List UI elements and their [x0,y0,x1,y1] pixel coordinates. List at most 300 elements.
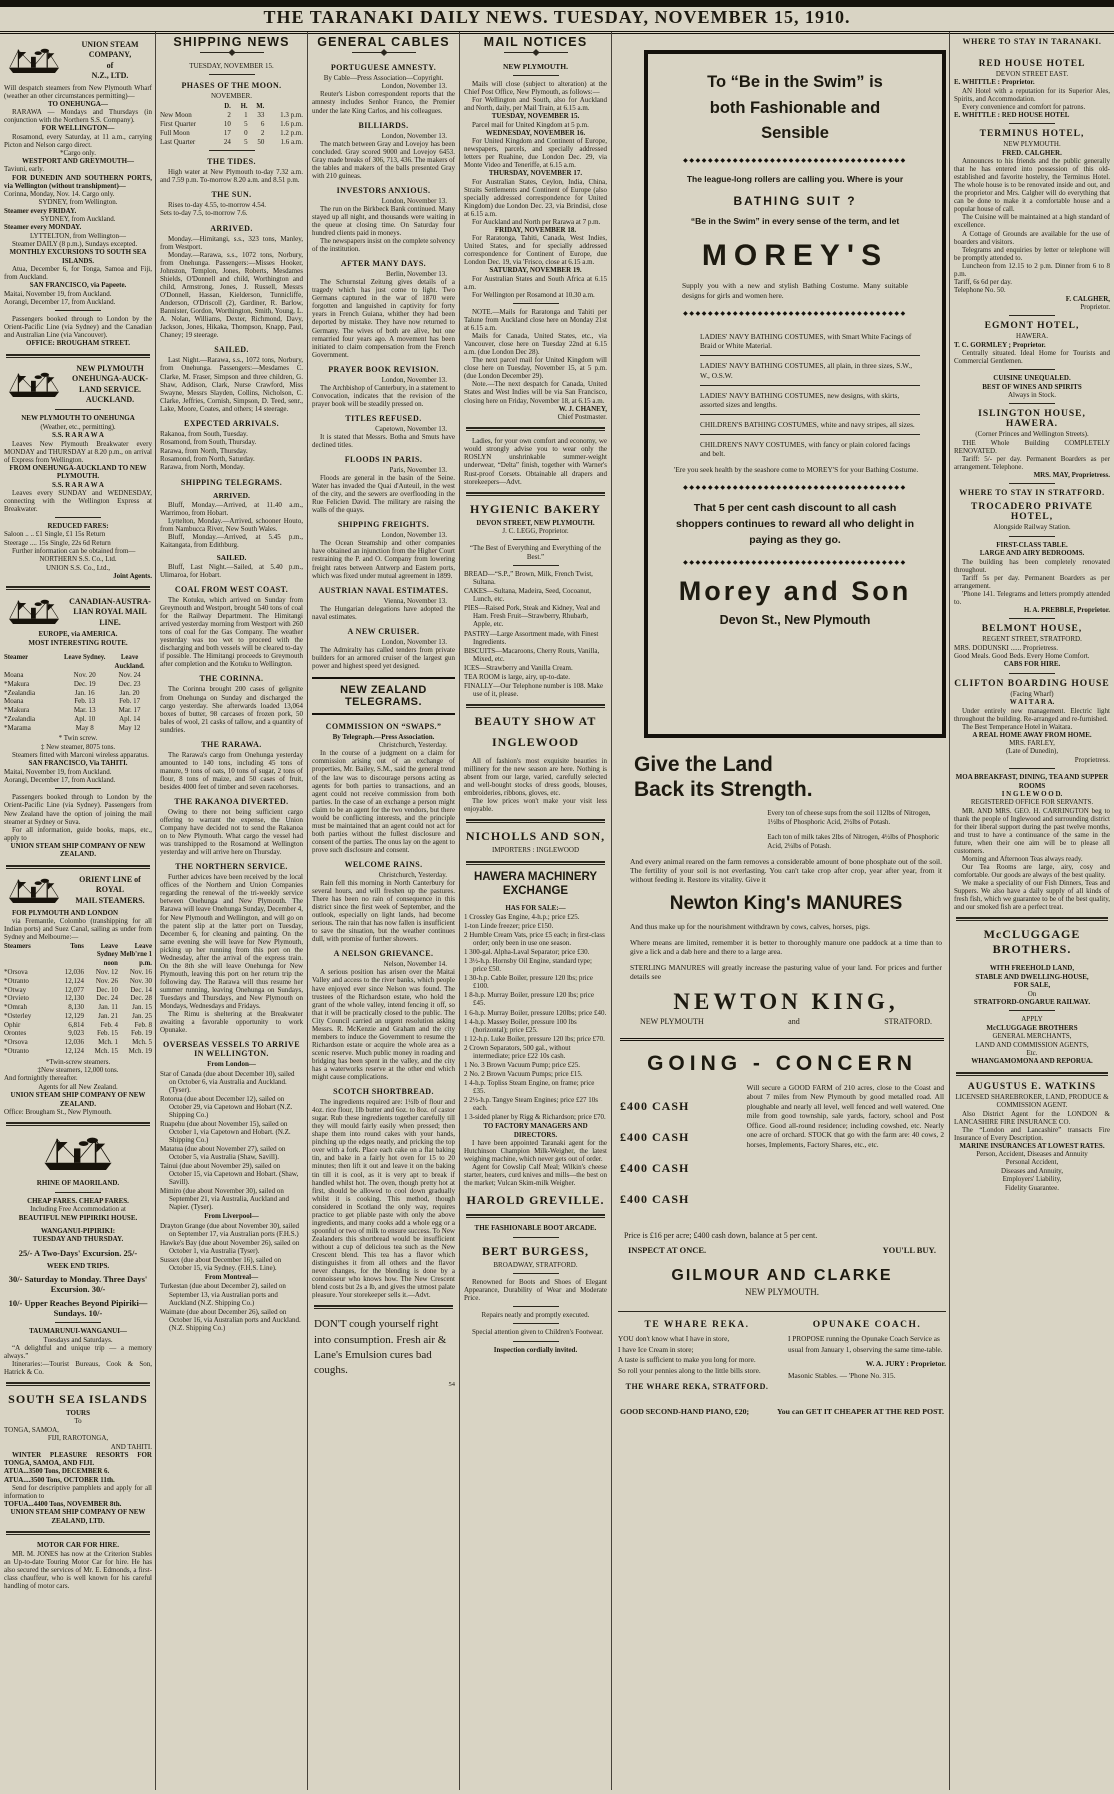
text-line: * Twin screw. [58,734,98,743]
text-line: TUESDAY, NOVEMBER 15. [189,62,274,70]
orient-line-header [4,875,152,907]
cell-melbourne: Dec. 14 [130,985,152,994]
ad-headline: Back its Strength. [634,778,813,802]
header-cell: Steamers [4,942,31,950]
text-line: TOURS [66,1409,90,1418]
text-line: CABS FOR HIRE. [1003,660,1061,669]
text-line: Tariff: 5/- per day. Permanent Boarders as per arrangement. Telephone. [954,454,1110,471]
ad-copy: The league-long rollers are calling you. Where is your [686,173,904,184]
text-line: WESTPORT AND GREYMOUTH— [21,157,135,166]
cell-time: 1.6 a.m. [280,137,303,146]
text-line: 1 3½-h.p. Hornsby Oil Engine, standard type; price £50. [464,957,592,974]
cell-phase: New Moon [160,111,192,120]
text-line: STABLE AND DWELLING-HOUSE, [975,972,1089,981]
cell-steamer: *Zealandia [4,714,36,723]
costume-item: CHILDREN'S BATHING COSTUMES, white and navy stripes, all sizes. [700,414,920,434]
text-line: TITLES REFUSED. [345,413,422,423]
title-line: UNION STEAM [81,40,139,49]
cell-sydney: Feb. 15 [96,1029,118,1038]
text-line: The newspapers insist on the complete solvency of the institution. [312,237,455,254]
text-line: FIRST-CLASS TABLE. [996,540,1068,549]
text-line: The Corinna brought 200 cases of gelignite from Onehunga on Sunday and discharged the cargo yesterday. She afterwards loaded 13,064 boxes of butter, 98 carcases of frozen pork, 50 bales of wool, 21 casks of tallow, and a quantity of sundries. [160,685,303,734]
text-line [4,647,152,652]
text-line: From Montreal— [204,1273,259,1282]
text-line: UNION S.S. Co., Ltd., [46,563,110,572]
column-rule [949,32,950,1790]
text-line: CHEAP FARES. CHEAP FARES. [27,1196,129,1205]
text-line [1009,369,1055,370]
text-line [504,52,568,57]
costume-item: LADIES' NAVY BATHING COSTUMES, new designs, with skirts, assorted sizes and lengths. [700,385,920,414]
ornament-row: ◆◆◆◆◆◆◆◆◆◆◆◆◆◆◆◆◆◆◆◆◆◆◆◆◆◆◆◆◆◆◆◆◆◆◆◆ [683,485,907,492]
text-line: 2 No. 2 Brown Vacuum Pumps; price £15. [464,1069,583,1078]
cell-phase: First Quarter [160,120,196,129]
text-line: Steamer DAILY (8 p.m.), Sundays excepted. [12,240,138,249]
text-line: Send for descriptive pamphlets and apply for all information to [4,1483,152,1500]
opunake-coach-ad [788,1320,946,1391]
table-row [4,986,152,995]
table-row [4,1047,152,1056]
text-line: PHASES OF THE MOON. [181,81,282,91]
text-line [1009,1010,1055,1011]
text-line: Leaves New Plymouth Breakwater every MONDAY and THURSDAY at 8.20 p.m., on arrival of Express from Wellington. [4,439,152,464]
verse [618,1334,776,1376]
text-line: TO ONEHUNGA— [48,99,108,108]
text-line: FROM ONEHUNGA-AUCKLAND TO NEW PLYMOUTH. [9,463,147,481]
text-line: I N G L E W O O D. [1001,790,1063,799]
text-line: SHIPPING TELEGRAMS. [180,477,283,487]
text-line: REGENT STREET, STRATFORD. [982,635,1082,644]
cell-steamer: Ophir [4,1020,21,1029]
text-line: Hawke's Bay (due about November 26), sailed on October 1, via Australia (Tyser). [160,1238,300,1255]
text-line: TONGA, SAMOA, [4,1425,59,1434]
cell-auckland: Apl. 14 [119,714,141,723]
text-line: Christchurch, Yesterday. [378,870,447,879]
text-line: Telegrams and enquiries by letter or telephone will be promptly attended to. [954,245,1110,262]
text-line: DEVON STREET EAST. [995,70,1069,78]
verse-line: YOU don't know what I have in store, [618,1333,730,1343]
text-line: PASTRY—Large Assortment made, with Finest Ingredients. [464,629,599,646]
steamship-icon [4,596,64,628]
text-line [1009,315,1055,316]
text-line: TROCADERO PRIVATE HOTEL, [971,502,1093,523]
text-line: LICENSED SHAREBROKER, LAND, PRODUCE & COMMISSION AGENT. [955,1092,1109,1110]
costume-list [666,327,924,463]
text-line: Bluff, Last Night.—Sailed, at 5.40 p.m., Ulimaroa, for Hobart. [160,562,303,580]
text-line: Renowned for Boots and Shoes of Elegant Appearance, Durability of Wear and Moderate Price. [464,1277,607,1303]
text-line: THE RAKANOA DIVERTED. [174,797,289,806]
text-line: Announces to his friends and the public generally that he has entered into possession of this old-established and favorite hostelry, the Terminus Hotel. The whole house is to be renovated inside and out, and the proprietor and Mrs. Calgher will do everything that can be done to make it a comfortable house and a popular house of call. [954,157,1110,214]
text-line: FOR PLYMOUTH AND LONDON [12,908,119,917]
text-line [513,1323,559,1324]
text-line: Matatua (due about November 27), sailed on October 5, via Australia (Shaw, Savill). [160,1145,286,1162]
ad-copy: Where means are limited, remember it is better to thoroughly manure one paddock at a time than to give a lick and a dab here and there to a large area. [630,937,942,956]
cell-hour: 5 [244,120,248,129]
text-line: EGMONT HOTEL, [984,321,1080,332]
text-line: Bluff, Monday.—Arrived, at 5.45 p.m., Kaitangata, from Edithburg. [160,532,303,549]
text-line: On [1027,989,1037,998]
text-line: ISLINGTON HOUSE, HAWERA. [978,409,1086,430]
cell-tons: 12,077 [64,985,84,994]
text-line: PIES—Raised Pork, Steak and Kidney, Veal and Ham. Fresh Fruit—Strawberry, Rhubarb, Apple, etc. [464,604,600,629]
red-post-notice: You can GET IT CHEAPER AT THE RED POST. [776,1407,944,1417]
text-line: Christchurch, Yesterday. [378,741,447,750]
masthead-top-rule [0,0,1114,7]
text-line: MRS. FARLEY, [1009,739,1055,748]
cell-melbourne: Nov. 30 [129,976,152,985]
text-line: LAND AND COMMISSION AGENTS, [975,1040,1089,1049]
text-line: SAN FRANCISCO, via Papeete. [29,281,127,290]
cell-auckland: Dec. 23 [118,679,141,688]
text-line [55,409,101,410]
canadian-steamer-table [4,654,152,732]
text-line: Morning and Afternoon Teas always ready. [962,855,1083,864]
cell-steamer: *Marama [4,723,31,732]
article-flow [4,1192,152,1590]
text-line: T. C. GORMLEY ; Proprietor. [954,340,1046,349]
ornament-row: ◆◆◆◆◆◆◆◆◆◆◆◆◆◆◆◆◆◆◆◆◆◆◆◆◆◆◆◆◆◆◆◆◆◆◆◆ [683,311,907,318]
ad-copy: Each ton of milk takes 2lbs of Nitrogen, 4½lbs of Phosphoric Acid, 2¼lbs of Potash. [767,833,940,850]
cell-steamer: Moana [4,671,24,680]
text-line: Rarawa, from North, Thursday. [160,446,248,455]
text-line: J. C. LEGG, Proprietor. [502,527,569,535]
text-line: Proprietor. [1080,302,1110,311]
header-cell: M. [256,102,265,110]
advertiser-name: W. A. JURY : Proprietor. [865,1359,946,1369]
text-line: NICHOLLS AND SON, [465,829,606,844]
text-line: Maitai, November 19, from Auckland. [4,767,112,776]
ad-copy: 'Ere you seek health by the seashore come to MOREY'S for your Bathing Costume. [674,465,919,475]
text-line: The Ocean Steamship and other companies have obtained an injunction from the Higher Court restraining the P. and O. Company from lowering freight rates between Antwerp and Eastern ports, which was fixed under mutual agreement in 1899. [312,539,455,580]
text-line: Steamers fitted with Marconi wireless apparatus. [12,751,149,760]
cell-tons: 6,814 [68,1020,84,1029]
text-line: CUISINE UNEQUALED. [993,374,1071,383]
text-line: MR. AND MRS. GEO. H. CARRINGTON beg to thank the people of Inglewood and surrounding district for their liberal support during the past twelve months, and trust to have a continuance of the same in the future, when their one aim will be to please all customers. [954,806,1110,856]
text-line: THE RARAWA. [201,739,262,749]
text-line: Including Free Accommodation at [30,1205,126,1214]
cell-sydney: Feb. 4 [100,1020,118,1029]
text-line: From London— [207,1060,256,1069]
table-body [160,111,303,146]
text-line: MRS. DODUNSKI ...... Proprietress. [954,643,1059,652]
text-line: Tuesdays and Saturdays. [43,1335,113,1344]
text-line: By Cable—Press Association—Copyright. [323,74,444,82]
text-line: Monday.—Rarawa, s.s., 1072 tons, Norbury, from Onehunga. Passengers:—Misses Hooker, Johnston, Templon, Jones, Roberts, Mesdames Shields, O'Donnell and child, Worthington and child, Armstrong, Jones, J. Russell, Messrs O'Donnell, Hassan, Kielderson, Tunnicliffe, Anderson, O'Driscoll (2), Gardiner, R. Barlow, Bannister, Gordon, Worthington, Smith, Young, L. A. Nolan, Williams, Dexter, Richmond, Davy, Jackson, Jones, Hikaka, Thompson, Knapp, Paul, Chaney; 19 steerage. [160,250,303,340]
text-line: NEW PLYMOUTH. [1003,140,1061,149]
text-line: Further advices have been received by the local offices of the Northern and Union Companies regarding the renewal of the tri-weekly service between Onehunga and New Plymouth. The Rarawa will leave Onehunga Sunday, December 4, for New Plymouth and Wellington, and will go on the patent slip at the latter port on Tuesday, December 6, for cleaning and painting. On the same evening she will leave for New Plymouth, picking up her running from this port on the Wednesday, after the arrival of the express train. On the 8th she will leave Onehunga for New Plymouth, leaving this port on her return trip the following day. The Rarawa will thus resume her summer running, leaving Onehunga on Sundays, Tuesdays and Thursdays, and New Plymouth on Mondays, Wednesdays and Fridays. [160,873,303,1011]
text-line: The low prices won't make your visit less enjoyable. [464,797,607,814]
header-cell: Leave Melb'rne 1 p.m. [120,942,152,967]
location-joiner: and [788,1016,800,1026]
orient-line-title [68,875,152,906]
text-line: THE TIDES. [207,157,256,167]
ad-headline: Sensible [761,124,829,143]
text-line: THE NORTHERN SERVICE. [175,862,288,872]
text-line: TAUMARUNUI-WANGANUI— [29,1327,127,1336]
text-line [1009,483,1055,484]
text-line: All of fashion's most exquisite beauties in millinery for the new season are here. Nothing is absent from our large, varied, carefully selected and well-bought stocks of dress goods, blouses, embroideries, ribbons, gloves, etc. [464,756,607,798]
text-line: PORTUGUESE AMNESTY. [330,63,437,72]
cell-steamer: *Orsova [4,968,28,977]
text-line: RED HOUSE HOTEL [978,59,1086,69]
cell-time: 1.3 p.m. [280,111,303,120]
onehunga-service-title [68,364,152,406]
ad-headline: GOING - CONCERN [647,1051,917,1075]
cell-sydney: Mch. 1 [98,1038,118,1047]
text-line: The Kotuku, which arrived on Sunday from Greymouth and Westport, brought 540 tons of coal for the Railway Department. The Himitangi arrived yesterday morning from Westport with 260 tons of coal for the Gas Company. The weather yesterday was too wet to proceed with the discharging and both vessels will be cleared to-day if possible. The Himitangi proceeds to Greymouth after completion and the Kotuku to Wellington. [160,596,303,669]
text-line [200,52,264,57]
table-row [4,977,152,986]
price-line: Price is £16 per acre; £400 cash down, balance at 5 per cent. [624,1230,818,1240]
text-line: A REAL HOME AWAY FROM HOME. [972,730,1092,739]
costume-item: LADIES' NAVY BATHING COSTUMES, with Smart White Facings of Braid or White Material. [700,332,912,351]
text-line: NEW ZEALAND TELEGRAMS. [312,677,455,715]
text-line: Steamer every FRIDAY. [4,206,77,215]
text-line: E. WHITTLE : Proprietor. [954,78,1035,87]
cell-tons: 9,023 [68,1029,84,1038]
text-line: AUGUSTUS E. WATKINS [967,1081,1097,1092]
piano-notice: GOOD SECOND-HAND PIANO, £20; [620,1407,750,1417]
article-flow [4,734,152,868]
article-flow [4,1058,152,1127]
ad-headline: OPUNAKE COACH. [812,1319,922,1330]
text-line [352,52,416,57]
cash-line: £400 CASH [620,1160,690,1175]
text-line: COMMISSION ON “SWAPS.” [325,721,442,731]
text-line: WELCOME RAINS. [344,859,423,869]
text-line: REDUCED FARES: [47,522,109,531]
text-line: “The Best of Everything and Everything of the Best.” [469,544,602,561]
text-line: NEW PLYMOUTH. [502,62,568,71]
text-line: Alongside Railway Station. [993,523,1071,532]
ad-copy: “Be in the Swim” in every sense of the term, and let [690,215,900,226]
text-line: BEAUTIFUL NEW PIPIRIKI HOUSE. [18,1213,138,1222]
text-line: BERT BURGESS, [481,1243,590,1258]
text-line [6,865,150,869]
text-line: Mimiro (due about November 30), sailed on September 21, via Australia, Auckland and Napier. (Tyser). [160,1187,289,1212]
text-line: Further information can be obtained from— [12,547,136,556]
text-line: THE SUN. [211,190,252,200]
text-line: Floods are general in the basin of the Seine. Water has invaded the Quai d'Auteuil, in the west of the city, and the sewers are overflooding in the Rue Felicien David. The military are raising the walls of the quays. [312,474,455,515]
cell-time: 1.6 p.m. [280,120,303,129]
text-line: A NELSON GRIEVANCE. [333,949,434,959]
text-line [314,1305,453,1309]
text-line: MAIL NOTICES [483,35,588,49]
cell-auckland: Feb. 17 [119,697,141,706]
header-cell: Leave Sydney noon [96,942,118,967]
text-line [6,586,150,590]
text-line: S.S. R A R A W A [52,480,104,489]
text-line: Tainui (due about November 29), sailed on October 15, via Capetown and Hobart. (Shaw, Savill). [160,1162,299,1187]
title-line: RHINE OF MAORILAND. [36,1179,120,1188]
cash-line: £400 CASH [620,1129,690,1144]
ornament-row: ◆◆◆◆◆◆◆◆◆◆◆◆◆◆◆◆◆◆◆◆◆◆◆◆◆◆◆◆◆◆◆◆◆◆◆◆ [683,157,907,164]
cell-tons: 12,124 [64,1046,84,1055]
text-line [956,917,1108,921]
text-line [209,150,255,151]
page-title: THE TARANAKI DAILY NEWS. TUESDAY, NOVEMBER 15, 1910. [263,7,851,27]
text-line: In the course of a judgment on a claim for commission arising out of an exchange of properties, Mr. Bailey, S.M., said the general trend of the law was to discourage persons acting as agents for both parties to transactions, and an agent could not receive commission from both parties. In the case of an exchange a person might claim to be an agent for the two vendors, but there would be conflicting interests, and the principle must be maintained that an agent could not act for both parties without the fullest disclosure and consent of the parties. The onus lay on the agent to prove such disclosure and consent. [312,749,455,854]
cell-tons: 8,130 [68,1003,84,1012]
text-line: 1 4-h.p. Massey Boiler, pressure 100 lbs (horizontal); price £25. [464,1017,577,1034]
column-hotels [954,34,1110,1790]
cell-sydney: Jan. 21 [98,1011,118,1020]
text-line: SATURDAY, NOVEMBER 19. [489,266,582,275]
text-line: HAWERA MACHINERY [473,870,598,883]
text-line [55,517,101,518]
text-line: NOVEMBER. [210,92,253,101]
text-line: Rises to-day 4.55, to-morrow 4.54. [168,201,266,210]
text-line: FOR SALE, [1013,981,1051,990]
text-line: WHANGAMOMONA AND REPORUA. [971,1057,1093,1066]
text-line: ATUA...3500 Tons, DECEMBER 6. [4,1467,110,1476]
inspect-label: INSPECT AT ONCE. [628,1244,707,1255]
cell-melbourne: Nov. 16 [129,968,152,977]
text-line: 10/- Upper Reaches Beyond Pipiriki—Sundays. 10/- [8,1298,148,1319]
cell-sydney: Jan. 16 [74,688,95,697]
text-line: 2 2½-h.p. Tangye Steam Engines; price £27 10s each. [464,1095,598,1113]
text-line: Employers' Liability, [1002,1175,1062,1184]
cell-tons: 12,130 [64,994,84,1003]
text-line: Aorangi, December 17, from Auckland. [4,776,116,785]
classified-bottom-line [618,1407,946,1416]
text-line: W A I T A R A. [1009,698,1055,707]
text-line: For Auckland and North per Rarawa at 7 p.m. [472,217,601,226]
article-flow [160,150,303,1331]
ad-headline: Give the Land [634,753,773,776]
text-line: EXCHANGE [502,884,569,897]
cell-sydney: Mch. 15 [94,1046,118,1055]
text-line: The building has been completely renovated throughout. [954,557,1110,574]
text-line [1009,768,1055,769]
text-line: S.S. R A R A W A [52,431,104,440]
advertiser-address: Devon St., New Plymouth [719,612,871,627]
text-line [1009,618,1055,619]
text-line: Passengers booked through to London by the Orient-Pacific Line (via Sydney). Passengers from New Zealand have the option of joining the mail steamer at Sydney or Suva. [4,793,152,826]
cell-day: 2 [227,111,231,120]
title-line: AUCKLAND. [85,395,135,405]
header-cell: Leave Auckland. [114,654,145,670]
text-line [55,1192,101,1193]
text-line: Maitai, November 19, from Auckland. [4,289,112,298]
cell-day: 17 [223,128,231,137]
column-display-ads [618,34,946,1790]
cell-auckland: Nov. 24 [118,671,141,680]
cell-sydney: May 8 [75,723,94,732]
table-row [4,724,152,733]
table-body [4,671,152,732]
text-line: NEW PLYMOUTH TO ONEHUNGA [21,414,135,423]
cell-steamer: *Otranto [4,976,29,985]
text-line: Under entirely new management. Electric light throughout the building. Re-arranged and re-furnished. [954,706,1110,723]
text-line: TEA ROOM is large, airy, up-to-date. [464,672,570,681]
costume-item: LADIES' NAVY BATHING COSTUMES, all plain, in three sizes, S.W., W., O.S.W. [700,355,920,384]
text-line [6,1382,150,1386]
text-line: By Telegraph.—Press Association. [332,732,435,741]
text-line: HAS FOR SALE:— [505,903,566,912]
text-line: MOST INTERESTING ROUTE. [28,638,128,647]
cell-sydney: Nov. 12 [95,968,118,977]
text-line: BELMONT HOUSE, [981,624,1083,635]
text-line: London, November 13. [381,531,447,540]
table-body [4,968,152,1056]
text-line: Joint Agents. [113,572,152,581]
text-line: London, November 13. [381,375,447,384]
location: NEW PLYMOUTH [640,1016,704,1026]
cell-sydney: Apl. 10 [74,714,96,723]
newton-king-manures-ad [630,752,942,1026]
text-line: For United Kingdom and Continent of Europe, newspapers, parcels, and specially addressed letters per Ruahine, due London Dec. 29, via Monte Video and Teneriffe, at 6.15 a.m. [464,137,607,170]
text-line: 1-ton Linde freezer; price £150. [464,922,554,931]
cell-hour: 5 [244,137,248,146]
text-line: The Cuisine will be maintained at a high standard of excellence. [954,213,1110,230]
table-row [4,968,152,977]
masthead [0,7,1114,34]
verse-line: A taste is sufficient to make you long for more. [618,1355,756,1365]
cell-tons: 12,036 [64,968,84,977]
text-line: London, November 13. [381,82,447,91]
text-line: Aorangi, December 17, from Auckland. [4,297,116,306]
text-line: FIJI, RAROTONGA, [47,1434,109,1443]
text-line: Taviuni, early. [4,165,45,174]
cell-auckland: May 12 [118,723,141,732]
text-line: ICES—Strawberry and Vanilla Cream. [464,663,573,672]
text-line: Inspection cordially invited. [493,1345,578,1354]
text-line: AUSTRIAN NAVAL ESTIMATES. [318,585,449,595]
cell-phase: Last Quarter [160,137,196,146]
cell-time: 1.2 p.m. [280,128,303,137]
canadian-line-header [4,596,152,628]
text-line: REGISTERED OFFICE FOR SERVANTS. [970,798,1094,807]
cell-sydney: Dec. 10 [96,985,118,994]
text-line: And fortnightly thereafter. [4,1074,78,1083]
title-line: CANADIAN-AUSTRA- [69,596,151,606]
ad-copy: Every ton of cheese sups from the soil 112lbs of Nitrogen, 1½lbs of Phosphoric Acid, 2½lbs of Potash. [767,809,931,826]
text-line: (Weather, etc., permitting). [40,422,116,431]
column-steamship-ads [4,34,152,1790]
text-line [6,354,150,358]
text-line: We make a speciality of our Fish Dinners, Teas and Suppers. We also have a daily supply of all kinds of fresh fish, which we guarantee to be of the best quality, and our smoked fish are a perfect treat. [954,879,1110,912]
cell-steamer: *Zealandia [4,688,36,697]
text-line: IMPORTERS : INGLEWOOD [491,846,580,855]
text-line: 54 [448,1380,455,1388]
text-line: The Best Temperance Hotel in Waitara. [962,722,1073,731]
text-line: 1 6-h.p. Murray Boiler, pressure 120lbs; price £40. [464,1008,607,1017]
cell-tons: 12,124 [64,976,84,985]
text-line: Sets to-day 7.5, to-morrow 7.6. [160,209,248,218]
title-line: ONEHUNGA-AUCK- [72,374,148,384]
text-line [466,1214,605,1218]
text-line: Turkestan (due about December 2), sailed on September 13, via Australian ports and Auckland (N.Z. Shipping Co.) [160,1282,286,1307]
text-line: For Raratonga, Tahiti, Canada, West Indies, United States, and for specially addressed correspondence for Continent of Europe, due London Dec. 19, via 'Frisco, close at 6.15 a.m. [464,234,607,267]
cell-hour: 1 [244,111,248,120]
cell-steamer: *Makura [4,706,30,715]
text-line: “A delightful and unique trip — a memory always.” [4,1343,152,1360]
call-to-action [620,1245,944,1255]
table-row [4,680,152,689]
cell-minute: 2 [260,128,265,137]
steamship-icon [35,1134,121,1174]
header-cell: Leave Sydney. [63,654,106,662]
union-steam-title [68,40,152,82]
text-line: MARINE INSURANCES AT LOWEST RATES. [959,1141,1105,1150]
text-line: INVESTORS ANXIOUS. [336,185,431,195]
cell-steamer: Moana [4,697,24,706]
farm-description: Will secure a GOOD FARM of 210 acres, close to the Coast and about 7 miles from New Plymouth by good metalled road. All ploughable and nearly all level, well fenced and well watered. One mile from good township, sale yards, factory, school and Post Office. Good all-round residence; including cowshed, etc. Nearly one acre of orchard. STOCK that go with the farm are: 40 cows, 2 horses, Implements, Factory Shares, etc., etc. [746,1082,944,1149]
text-line: Always in Stock. [1007,391,1057,400]
text-line: BREAD—“S.P.,” Brown, Milk, French Twist, Sultana. [464,570,593,587]
cell-sydney: Dec. 19 [73,679,96,688]
